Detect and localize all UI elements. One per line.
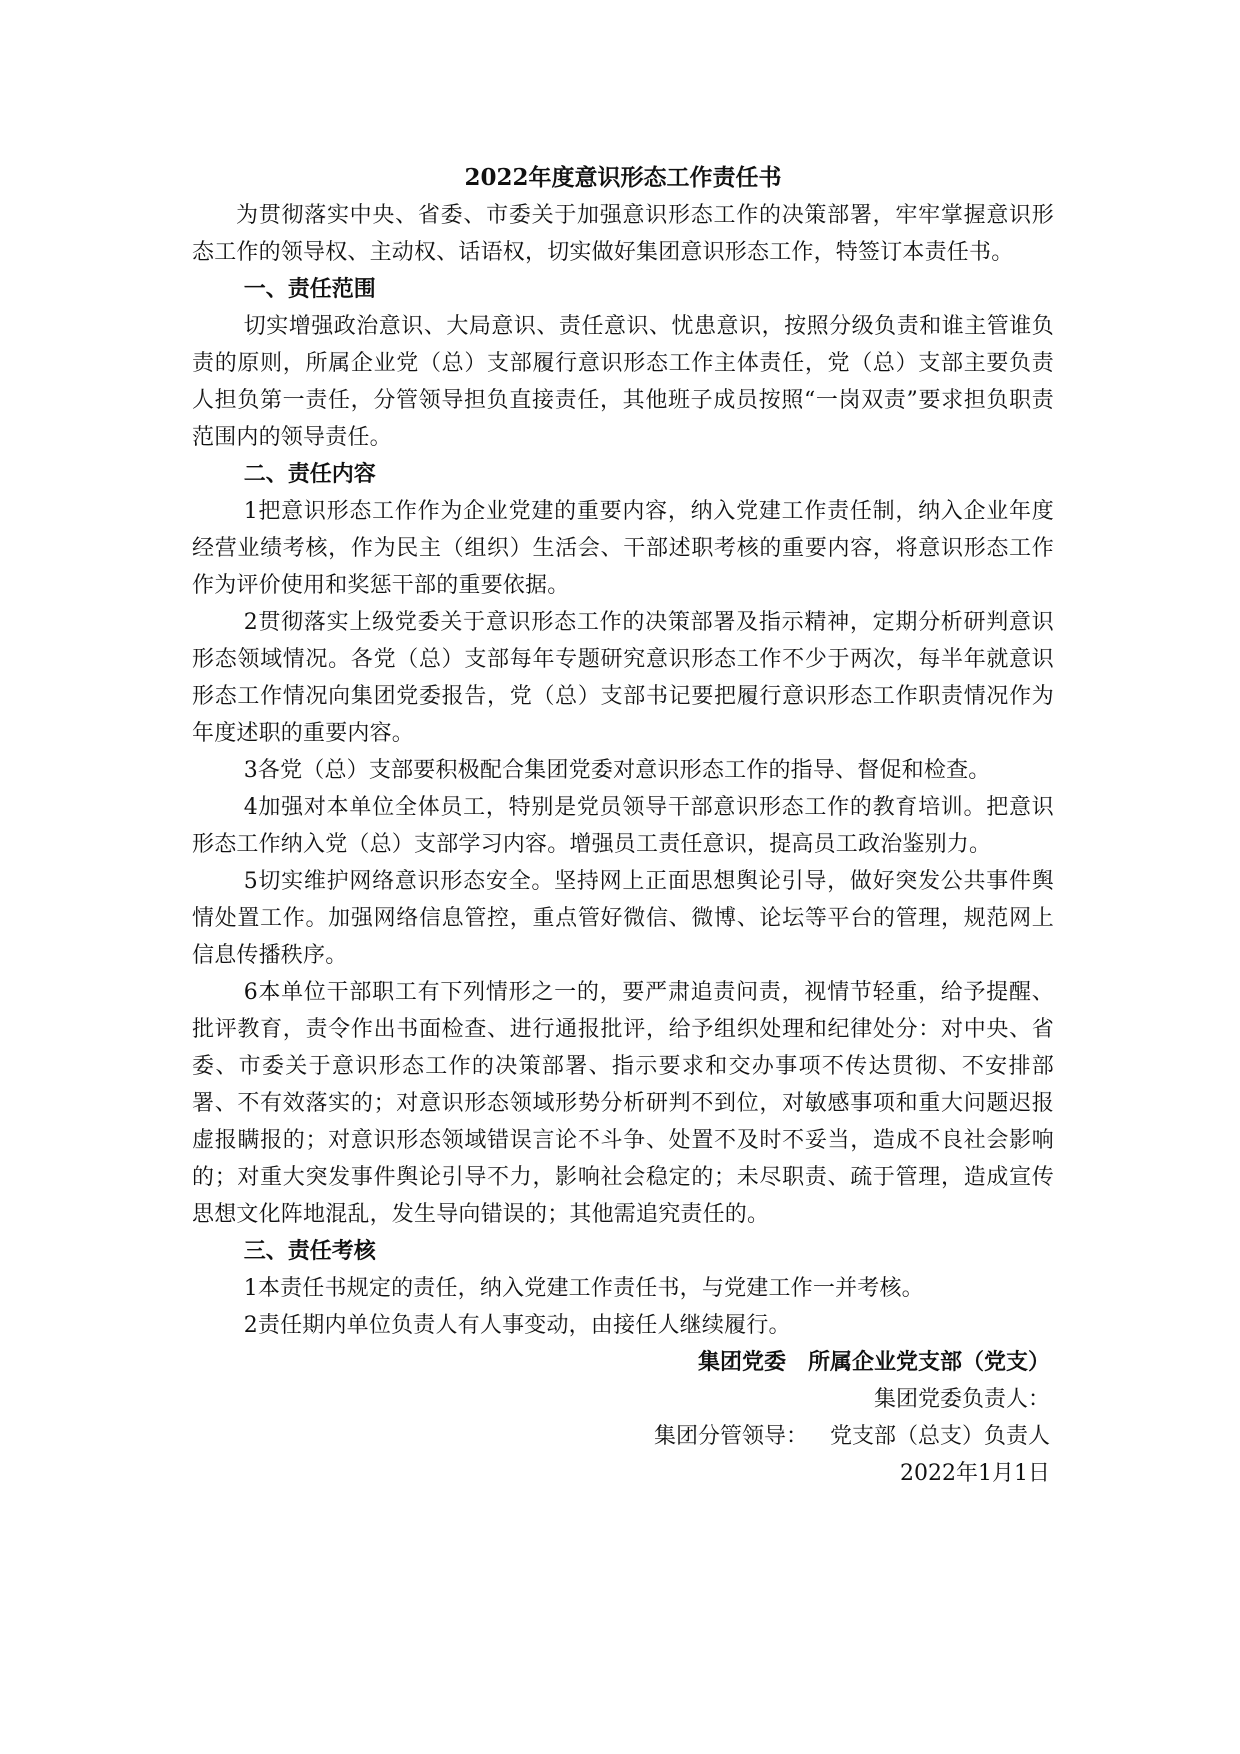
section-heading-content: 二、责任内容: [243, 461, 376, 487]
document-title: 2022年度意识形态工作责任书: [464, 164, 782, 191]
content-item-6: 6本单位干部职工有下列情形之一的，要严肃追责问责，视情节轻重，给予提醒、批评教育，责令作出书面检查、进行通报批评，给予组织处理和纪律处分：对中央、省委、市委关于意识形态工作的决策部署、指示要求和交办事项不传达贯彻、不安排部署、不有效落实的；对意识形态领域形势分析研判不到位，对敏感事项和重大问题迟报虚报瞒报的；对意识形态领域错误言论不斗争、处置不及时不妥当，造成不良社会影响的；对重大突发事件舆论引导不力，影响社会稳定的；未尽职责、疏于管理，造成宣传思想文化阵地混乱，发生导向错误的；其他需追究责任的。: [192, 980, 1054, 1227]
section-heading-scope: 一、责任范围: [243, 276, 376, 302]
content-item-1: 1把意识形态工作作为企业党建的重要内容，纳入党建工作责任制，纳入企业年度经营业绩考核，作为民主（组织）生活会、干部述职考核的重要内容，将意识形态工作作为评价使用和奖惩干部的重要依据。: [192, 499, 1054, 598]
signature-branch-leader: 党支部（总支）负责人: [829, 1424, 1050, 1449]
assessment-item-1: 1本责任书规定的责任，纳入党建工作责任书，与党建工作一并考核。: [243, 1276, 924, 1301]
content-item-4: 4加强对本单位全体员工，特别是党员领导干部意识形态工作的教育培训。把意识形态工作纳入党（总）支部学习内容。增强员工责任意识，提高员工政治鉴别力。: [192, 795, 1054, 857]
signature-leaders-line: [192, 1418, 1054, 1455]
signature-supervisor: 集团分管领导：: [653, 1424, 808, 1449]
signature-date: 2022年1月1日: [900, 1461, 1050, 1486]
signature-party-group: 集团党委: [697, 1349, 786, 1375]
signature-parties: [192, 1344, 1054, 1381]
content-item-3: 3各党（总）支部要积极配合集团党委对意识形态工作的指导、督促和检查。: [243, 758, 991, 783]
signature-group-leader: 集团党委负责人：: [873, 1387, 1050, 1412]
section-heading-assessment: 三、责任考核: [243, 1238, 376, 1264]
signature-party-branch: 所属企业党支部（党支）: [807, 1349, 1050, 1375]
assessment-item-2: 2责任期内单位负责人有人事变动，由接任人继续履行。: [243, 1313, 791, 1338]
intro-paragraph: 为贯彻落实中央、省委、市委关于加强意识形态工作的决策部署，牢牢掌握意识形态工作的领导权、主动权、话语权，切实做好集团意识形态工作，特签订本责任书。: [192, 203, 1054, 265]
content-item-5: 5切实维护网络意识形态安全。坚持网上正面思想舆论引导，做好突发公共事件舆情处置工作。加强网络信息管控，重点管好微信、微博、论坛等平台的管理，规范网上信息传播秩序。: [192, 869, 1054, 968]
content-item-2: 2贯彻落实上级党委关于意识形态工作的决策部署及指示精神，定期分析研判意识形态领域情况。各党（总）支部每年专题研究意识形态工作不少于两次，每半年就意识形态工作情况向集团党委报告，党（总）支部书记要把履行意识形态工作职责情况作为年度述职的重要内容。: [192, 610, 1054, 746]
document-page: [192, 160, 1054, 1492]
scope-paragraph: 切实增强政治意识、大局意识、责任意识、忧患意识，按照分级负责和谁主管谁负责的原则，所属企业党（总）支部履行意识形态工作主体责任，党（总）支部主要负责人担负第一责任，分管领导担负直接责任，其他班子成员按照“一岗双责”要求担负职责范围内的领导责任。: [192, 314, 1054, 450]
